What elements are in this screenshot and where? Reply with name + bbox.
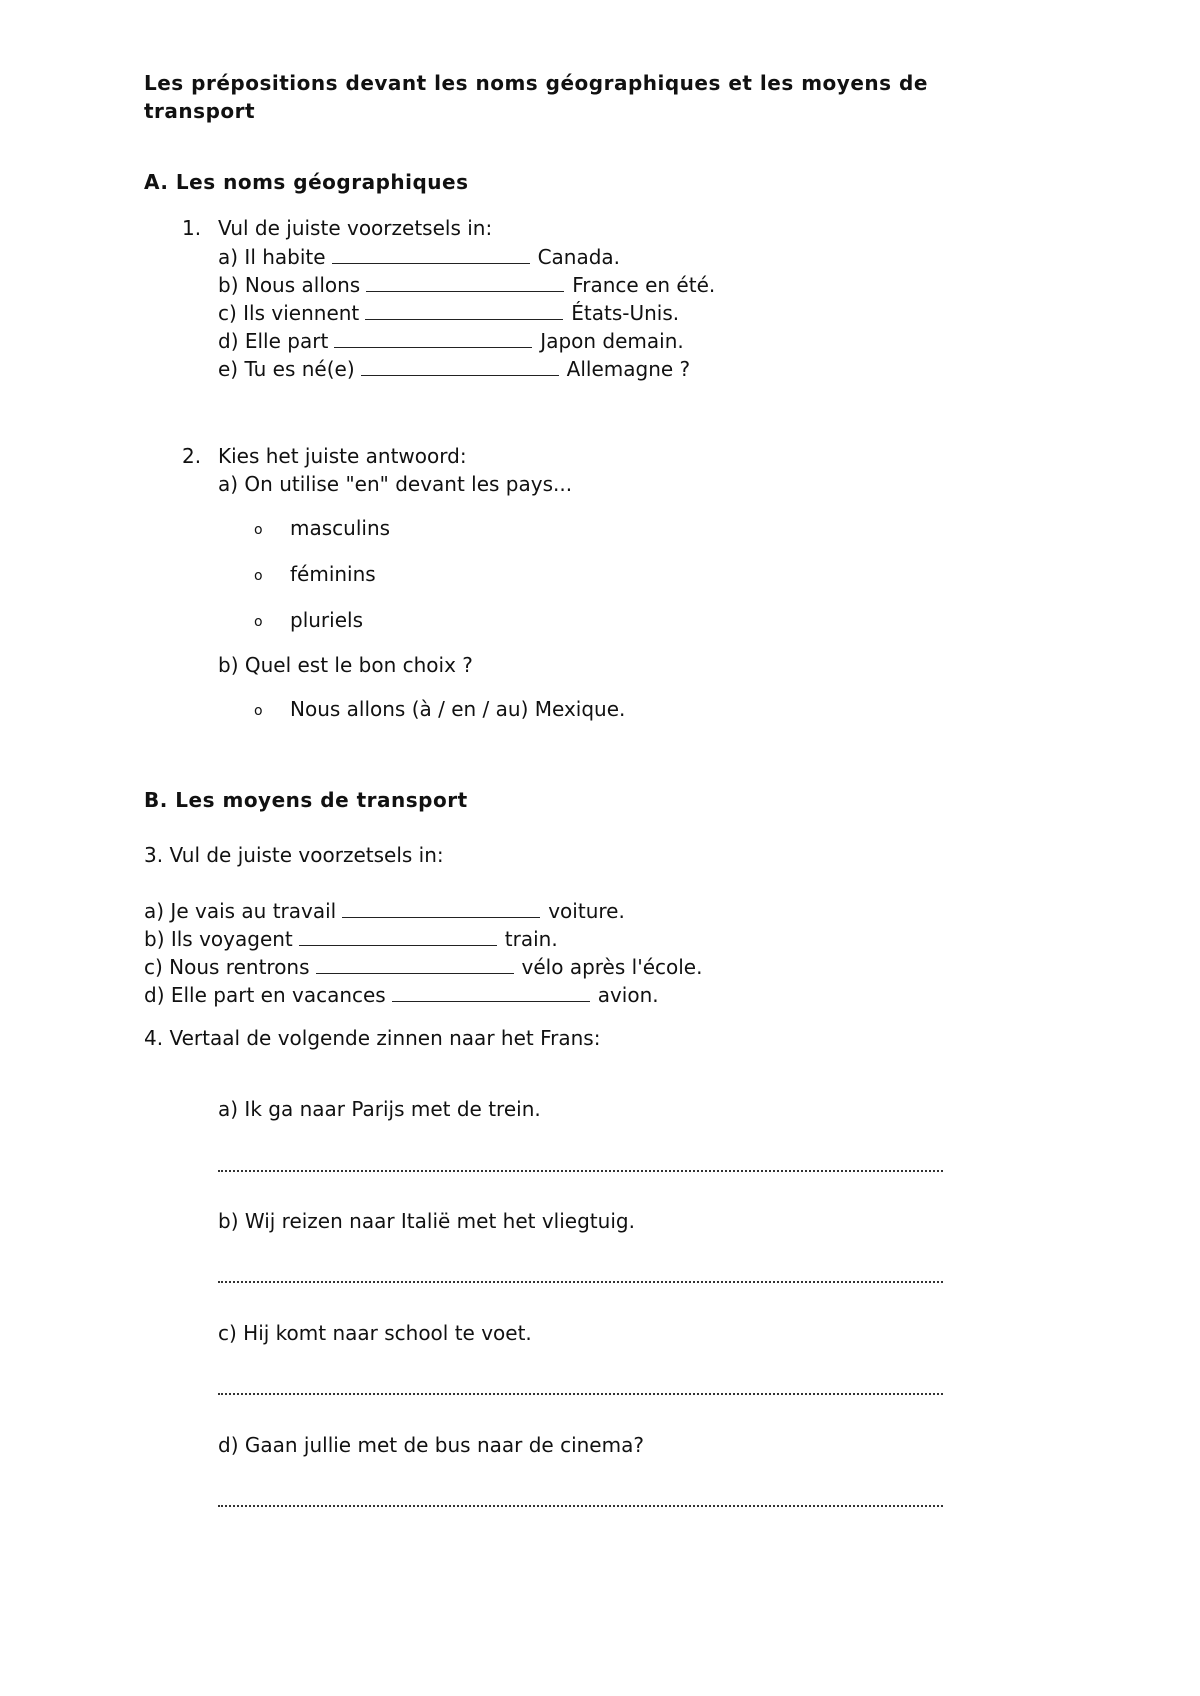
q3-item-b-text: b) Ils voyagent xyxy=(144,927,293,951)
q2-a-option-masculins[interactable]: masculins xyxy=(290,516,391,540)
q3-item-c-rest: vélo après l'école. xyxy=(521,955,703,979)
q3-item-d-blank[interactable] xyxy=(392,981,590,1002)
q2-prompt: Kies het juiste antwoord: xyxy=(218,444,467,468)
q2-a-prompt: a) On utilise "en" devant les pays... xyxy=(218,472,573,496)
section-b-heading: B. Les moyens de transport xyxy=(144,788,468,812)
q1-item-d-rest: Japon demain. xyxy=(540,329,684,353)
q3-item-c xyxy=(144,953,702,980)
q1-item-a-rest: Canada. xyxy=(537,245,621,269)
q3-prompt: 3. Vul de juiste voorzetsels in: xyxy=(144,843,444,867)
q1-prompt: Vul de juiste voorzetsels in: xyxy=(218,216,493,240)
q4-item-b: b) Wij reizen naar Italië met het vliegtuig. xyxy=(218,1209,635,1233)
q3-item-d-text: d) Elle part en vacances xyxy=(144,983,386,1007)
q1-item-d-blank[interactable] xyxy=(334,327,532,348)
q3-item-c-text: c) Nous rentrons xyxy=(144,955,310,979)
q3-item-a-blank[interactable] xyxy=(342,897,540,918)
page-title-line-1: Les prépositions devant les noms géographiques et les moyens de xyxy=(144,71,928,95)
q1-item-c-blank[interactable] xyxy=(365,299,563,320)
q2-a-option-pluriels[interactable]: pluriels xyxy=(290,608,363,632)
q2-a-option-feminins[interactable]: féminins xyxy=(290,562,376,586)
q1-item-c-text: c) Ils viennent xyxy=(218,301,360,325)
q3-item-d-rest: avion. xyxy=(597,983,659,1007)
q1-item-e-rest: Allemagne ? xyxy=(566,357,691,381)
radio-bullet-icon: o xyxy=(254,522,263,538)
q2-number: 2. xyxy=(182,444,202,468)
q1-item-b-rest: France en été. xyxy=(572,273,716,297)
q1-item-a xyxy=(218,243,620,270)
q1-item-e-blank[interactable] xyxy=(361,355,559,376)
q1-item-b xyxy=(218,271,715,298)
radio-bullet-icon: o xyxy=(254,703,263,719)
q4-answer-line-b[interactable] xyxy=(218,1281,943,1283)
q1-item-b-text: b) Nous allons xyxy=(218,273,361,297)
q4-answer-line-a[interactable] xyxy=(218,1170,943,1172)
q2-b-option-1[interactable]: Nous allons (à / en / au) Mexique. xyxy=(290,697,626,721)
q4-item-c: c) Hij komt naar school te voet. xyxy=(218,1321,532,1345)
q1-item-c xyxy=(218,299,679,326)
q4-item-a: a) Ik ga naar Parijs met de trein. xyxy=(218,1097,541,1121)
q1-item-d-text: d) Elle part xyxy=(218,329,329,353)
q1-item-c-rest: États-Unis. xyxy=(571,301,680,325)
q4-item-d: d) Gaan jullie met de bus naar de cinema? xyxy=(218,1433,644,1457)
q1-item-d xyxy=(218,327,684,354)
radio-bullet-icon: o xyxy=(254,568,263,584)
q1-item-b-blank[interactable] xyxy=(366,271,564,292)
q3-item-a xyxy=(144,897,625,924)
q3-item-a-text: a) Je vais au travail xyxy=(144,899,337,923)
q1-item-a-text: a) Il habite xyxy=(218,245,326,269)
q1-item-e xyxy=(218,355,690,382)
section-a-heading: A. Les noms géographiques xyxy=(144,170,469,194)
q3-item-b-blank[interactable] xyxy=(299,925,497,946)
q3-item-b-rest: train. xyxy=(504,927,558,951)
q1-item-a-blank[interactable] xyxy=(332,243,530,264)
q4-answer-line-c[interactable] xyxy=(218,1393,943,1395)
q3-item-a-rest: voiture. xyxy=(548,899,625,923)
page-title-line-2: transport xyxy=(144,99,256,123)
q4-prompt: 4. Vertaal de volgende zinnen naar het Frans: xyxy=(144,1026,601,1050)
q3-item-c-blank[interactable] xyxy=(316,953,514,974)
q3-item-b xyxy=(144,925,558,952)
q1-item-e-text: e) Tu es né(e) xyxy=(218,357,355,381)
q1-number: 1. xyxy=(182,216,202,240)
q3-item-d xyxy=(144,981,659,1008)
radio-bullet-icon: o xyxy=(254,614,263,630)
q2-b-prompt: b) Quel est le bon choix ? xyxy=(218,653,473,677)
q4-answer-line-d[interactable] xyxy=(218,1505,943,1507)
